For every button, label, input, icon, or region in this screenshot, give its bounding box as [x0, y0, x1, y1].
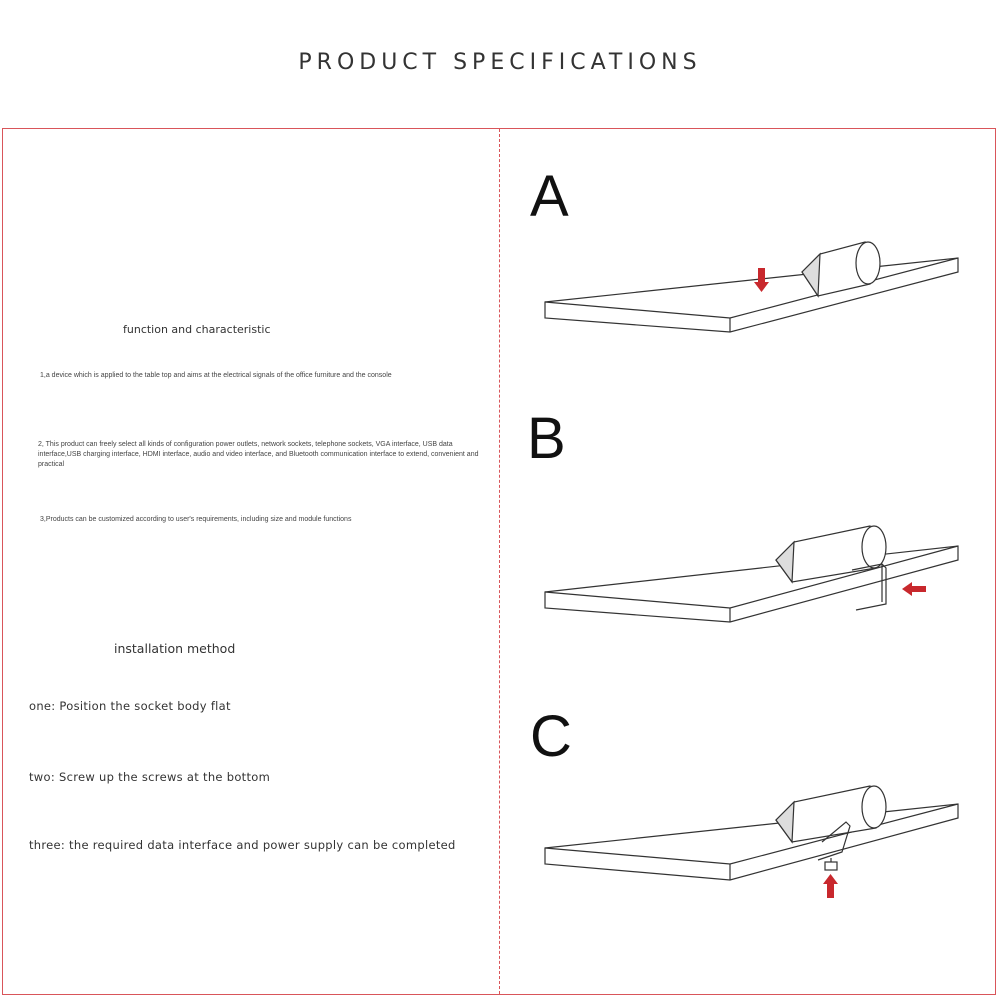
point-2: 2, This product can freely select all kinds of configuration power outlets, network sockets, telephone sockets, VGA interface, USB data interface,USB charging interface, HDMI interface, audio and video interface, and Bluetooth communication interface to extend, convenient and practical — [38, 441, 479, 468]
page-title: PRODUCT SPECIFICATIONS — [298, 50, 702, 75]
center-divider — [499, 129, 500, 994]
install-step-three: three: the required data interface and power supply can be completed — [29, 838, 456, 852]
install-step-one: one: Position the socket body flat — [29, 699, 231, 713]
install-step-two: two: Screw up the screws at the bottom — [29, 770, 271, 784]
point-3: 3,Products can be customized according to user's requirements, including size and module functions — [40, 516, 352, 523]
installation-heading: installation method — [114, 641, 236, 656]
screw-knob — [825, 858, 837, 870]
left-arrow-icon — [902, 582, 926, 596]
step-label-b: B — [527, 406, 566, 471]
function-heading: function and characteristic — [123, 323, 271, 336]
up-arrow-icon — [823, 874, 838, 898]
illustration-a — [540, 230, 970, 370]
step-label-c: C — [530, 704, 572, 769]
point-1: 1,a device which is applied to the table top and aims at the electrical signals of the office furniture and the console — [40, 372, 392, 379]
illustration-b — [540, 520, 970, 660]
step-label-a: A — [530, 164, 569, 229]
illustration-c — [540, 770, 970, 910]
